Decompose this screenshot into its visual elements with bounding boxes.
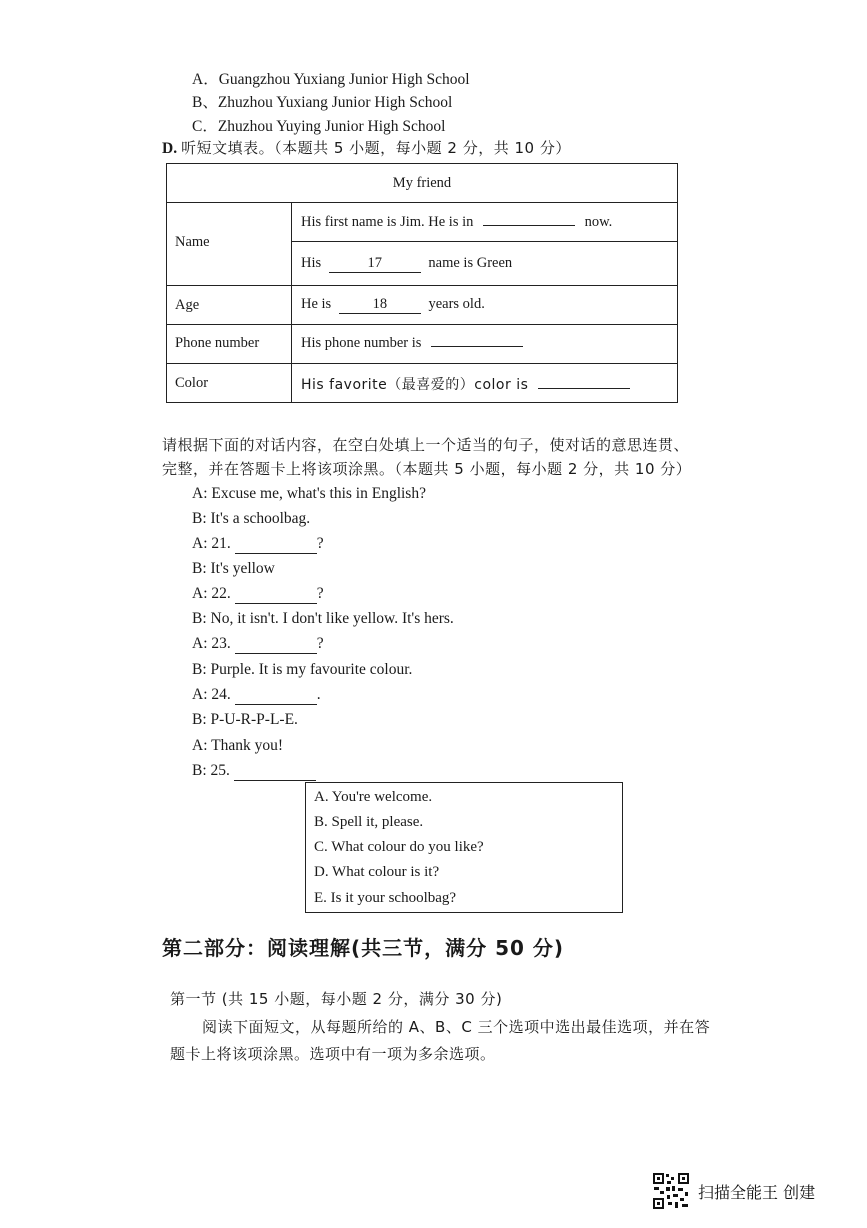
part-two-intro-1: 阅读下面短文，从每题所给的 A、B、C 三个选项中选出最佳选项，并在答 [202,1018,711,1036]
qr-code-icon [652,1172,690,1210]
instruction-line-2: 完整，并在答题卡上将该项涂黑。（本题共 5 小题，每小题 2 分，共 10 分） [162,460,692,478]
choice-e: E. Is it your schoolbag? [314,890,457,906]
my-friend-table [166,163,678,403]
choice-b: B. Spell it, please. [314,814,424,830]
choice-c: C. What colour do you like? [314,839,484,855]
answer-blank [538,388,630,389]
age-line: He is 18 years old. [301,296,485,312]
dialogue-line-21: A: 21. ? [192,535,324,552]
row-label-age: Age [175,297,200,313]
row-label-color: Color [175,375,209,391]
dialogue-line: B: Purple. It is my favourite colour. [192,661,413,678]
dialogue-line: A: Thank you! [192,737,283,754]
choice-d: D. What colour is it? [314,864,440,880]
dialogue-line: A: Excuse me, what's this in English? [192,485,426,502]
name-line-1: His first name is Jim. He is in now. [301,214,613,230]
choice-a: A. You're welcome. [314,789,433,805]
dialogue-line: B: It's yellow [192,560,275,577]
option-b: B、Zhuzhou Yuxiang Junior High School [192,94,453,111]
section-d-heading [162,137,571,158]
answer-blank-17: 17 [329,255,421,273]
choices-box [305,782,623,913]
dialogue-line-25: B: 25. [192,762,316,781]
table-title: My friend [392,175,452,191]
name-line-2: His 17 name is Green [301,255,513,271]
answer-blank [431,346,523,347]
phone-line: His phone number is [301,335,523,352]
dialogue-line: B: P-U-R-P-L-E. [192,711,298,728]
dialogue-line-22: A: 22. ? [192,585,324,602]
color-line: His favorite（最喜爱的）color is [301,374,630,394]
dialogue-line: B: It's a schoolbag. [192,510,311,527]
part-two-subheading: 第一节 (共 15 小题，每小题 2 分，满分 30 分) [170,990,503,1008]
dialogue-line-24: A: 24. . [192,686,321,703]
instruction-line-1: 请根据下面的对话内容，在空白处填上一个适当的句子，使对话的意思连贯、 [162,436,690,454]
row-label-phone: Phone number [175,335,260,351]
row-label-name: Name [175,234,210,250]
option-a: A．Guangzhou Yuxiang Junior High School [192,71,470,88]
section-d-label: D. [162,140,178,157]
option-c: C．Zhuzhou Yuying Junior High School [192,118,446,135]
part-two-heading: 第二部分：阅读理解(共三节，满分 50 分) [162,936,565,960]
watermark-text: 扫描全能王 创建 [698,1183,816,1202]
dialogue-line-23: A: 23. ? [192,635,324,652]
section-d-title: 听短文填表。（本题共 5 小题，每小题 2 分，共 10 分） [181,139,571,157]
answer-blank-18: 18 [339,296,421,314]
answer-blank [483,225,575,226]
dialogue-line: B: No, it isn't. I don't like yellow. It's hers. [192,610,454,627]
part-two-intro-2: 题卡上将该项涂黑。选项中有一项为多余选项。 [170,1045,496,1063]
